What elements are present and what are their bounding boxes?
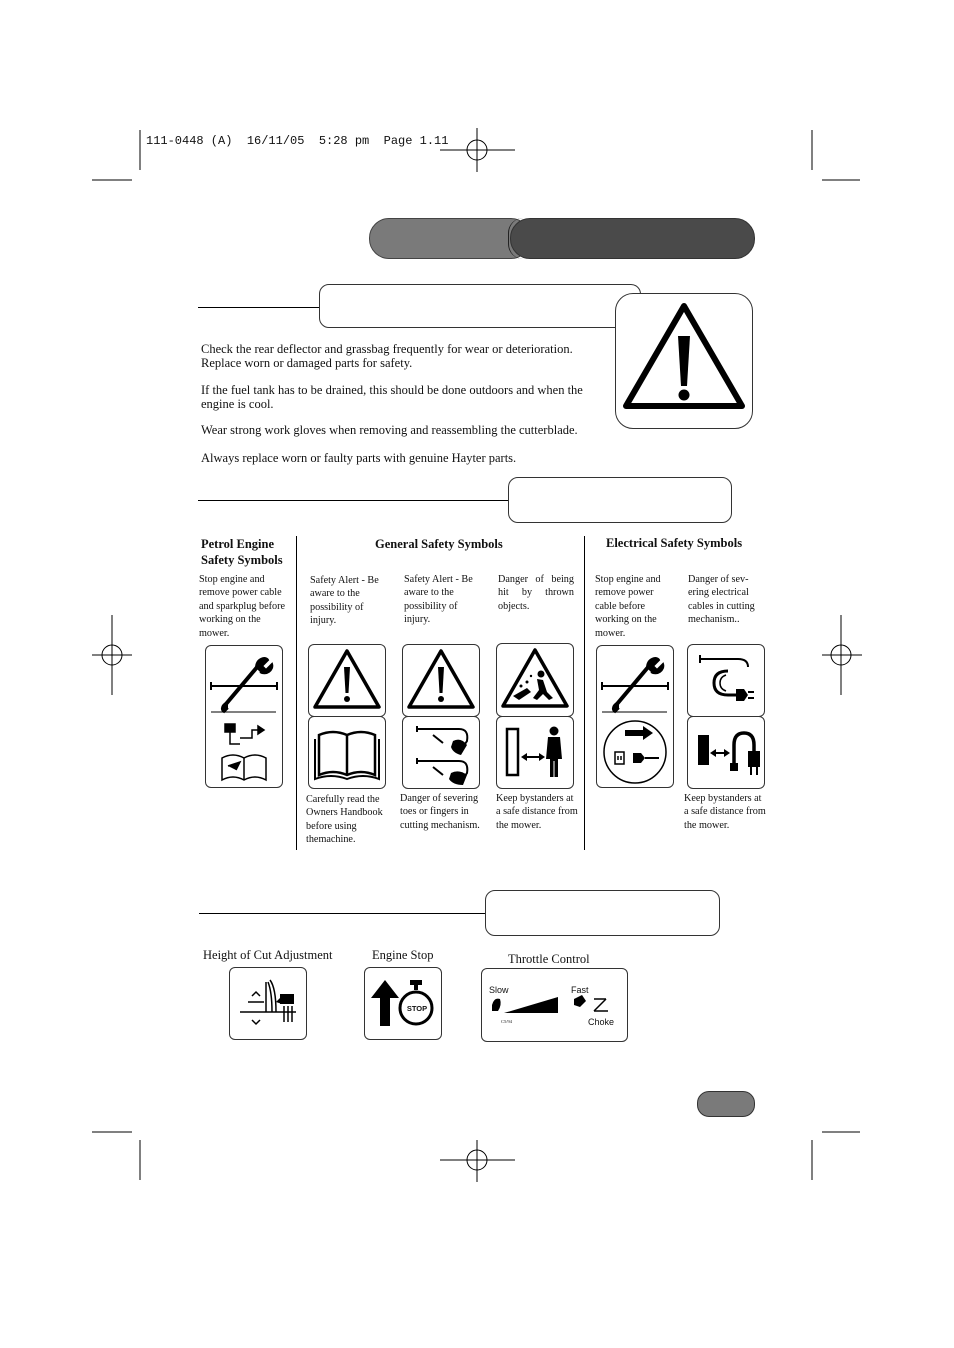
bystanders-desc: Keep bystanders at a safe distance from the mower. [496, 793, 578, 831]
safety-paragraph-3: Wear strong work gloves when removing and reassembling the cutterblade. [201, 423, 578, 437]
engine-stop-icon [400, 980, 432, 1024]
throttle-control-symbol-box [481, 968, 628, 1042]
choke-text: Choke [588, 1017, 615, 1027]
petrol-symbols-header: Petrol Engine Safety Symbols [201, 537, 283, 567]
header-pill-light [369, 218, 531, 259]
section-rule-2 [198, 500, 510, 501]
safety-paragraph-2: If the fuel tank has to be drained, this should be done outdoors and when the engine is cool. [201, 383, 583, 411]
spanner-icon [602, 658, 668, 712]
bystander-distance-icon [497, 717, 573, 788]
handbook-icon [222, 724, 266, 780]
section-rule-3 [199, 913, 489, 914]
alert1-desc: Safety Alert - Be aware to the possibility of injury. [310, 575, 379, 627]
bystanders-symbol-box [496, 716, 574, 789]
engine-stop-label: Engine Stop [372, 948, 434, 962]
unplug-icon [604, 721, 666, 783]
blade-hand-icon [403, 717, 479, 788]
engine-stop-symbol-box [364, 967, 442, 1040]
elec-cable-desc: Danger of sev-ering electrical cables in cutting mechanism.. [688, 574, 755, 626]
throttle-code: C5/94 [501, 1019, 513, 1024]
elec-bystanders-desc: Keep bystanders at a safe distance from the mower. [684, 793, 766, 831]
severing-symbol-box [402, 716, 480, 789]
slow-text: Slow [489, 985, 509, 995]
elec-cable-symbol-box [687, 644, 765, 717]
warning-triangle-icon [616, 294, 752, 428]
section-title-box-2 [508, 477, 732, 523]
throttle-control-label: Throttle Control [508, 952, 590, 966]
safety-paragraph-4: Always replace worn or faulty parts with genuine Hayter parts. [201, 451, 517, 465]
thrown-symbol-box [496, 643, 574, 717]
warning-triangle-small-icon [403, 645, 479, 716]
alert2-symbol-box [402, 644, 480, 717]
tortoise-icon [492, 999, 501, 1011]
section-rule-1 [198, 307, 320, 308]
alert2-desc: Safety Alert - Be aware to the possibility of injury. [404, 574, 473, 626]
height-adjust-icon [230, 968, 306, 1039]
column-divider-1 [296, 536, 297, 850]
thrown-desc: Danger of being hit by thrown objects. [498, 574, 574, 612]
header-pill-dark [510, 218, 755, 259]
elec-stop-desc: Stop engine and remove power cable before working on the mower. [595, 574, 661, 639]
thrown-objects-icon [497, 644, 573, 716]
general-symbols-header: General Safety Symbols [375, 537, 503, 551]
elec-stop-symbol-box [596, 645, 674, 788]
warning-triangle-small-icon [309, 645, 385, 716]
header-pill-divider [508, 218, 523, 259]
print-slug: 111-0448 (A) 16/11/05 5:28 pm Page 1.11 [146, 134, 449, 148]
petrol-desc: Stop engine and remove power cable and sparkplug before working on the mower. [199, 574, 285, 639]
plug-distance-icon [688, 717, 764, 788]
petrol-symbol-box [205, 645, 283, 788]
handbook-symbol-box [308, 716, 386, 789]
warning-panel [615, 293, 753, 429]
handbook-desc: Carefully read the Owners Handbook before using themachine. [306, 794, 383, 846]
severing-desc: Danger of severing toes or fingers in cutting mechanism. [400, 793, 480, 831]
height-of-cut-symbol-box [229, 967, 307, 1040]
page-number-pill [697, 1091, 755, 1117]
column-divider-2 [584, 536, 585, 850]
choke-icon [594, 999, 608, 1011]
safety-paragraph-1: Check the rear deflector and grassbag frequently for wear or deterioration. Replace worn or damaged parts for safety. [201, 342, 573, 370]
section-title-box-3 [485, 890, 720, 936]
height-of-cut-label: Height of Cut Adjustment [203, 948, 333, 962]
hare-icon [574, 995, 586, 1007]
section-title-box-1 [319, 284, 641, 328]
up-arrow-icon [371, 980, 399, 1026]
throttle-wedge-icon [504, 997, 558, 1013]
alert1-symbol-box [308, 644, 386, 717]
open-book-icon [309, 717, 385, 788]
electrical-symbols-header: Electrical Safety Symbols [606, 536, 743, 550]
stop-text: STOP [406, 1004, 428, 1013]
elec-bystanders-symbol-box [687, 716, 765, 789]
cable-cut-icon [688, 645, 764, 716]
spanner-icon [211, 658, 277, 712]
fast-text: Fast [571, 985, 589, 995]
